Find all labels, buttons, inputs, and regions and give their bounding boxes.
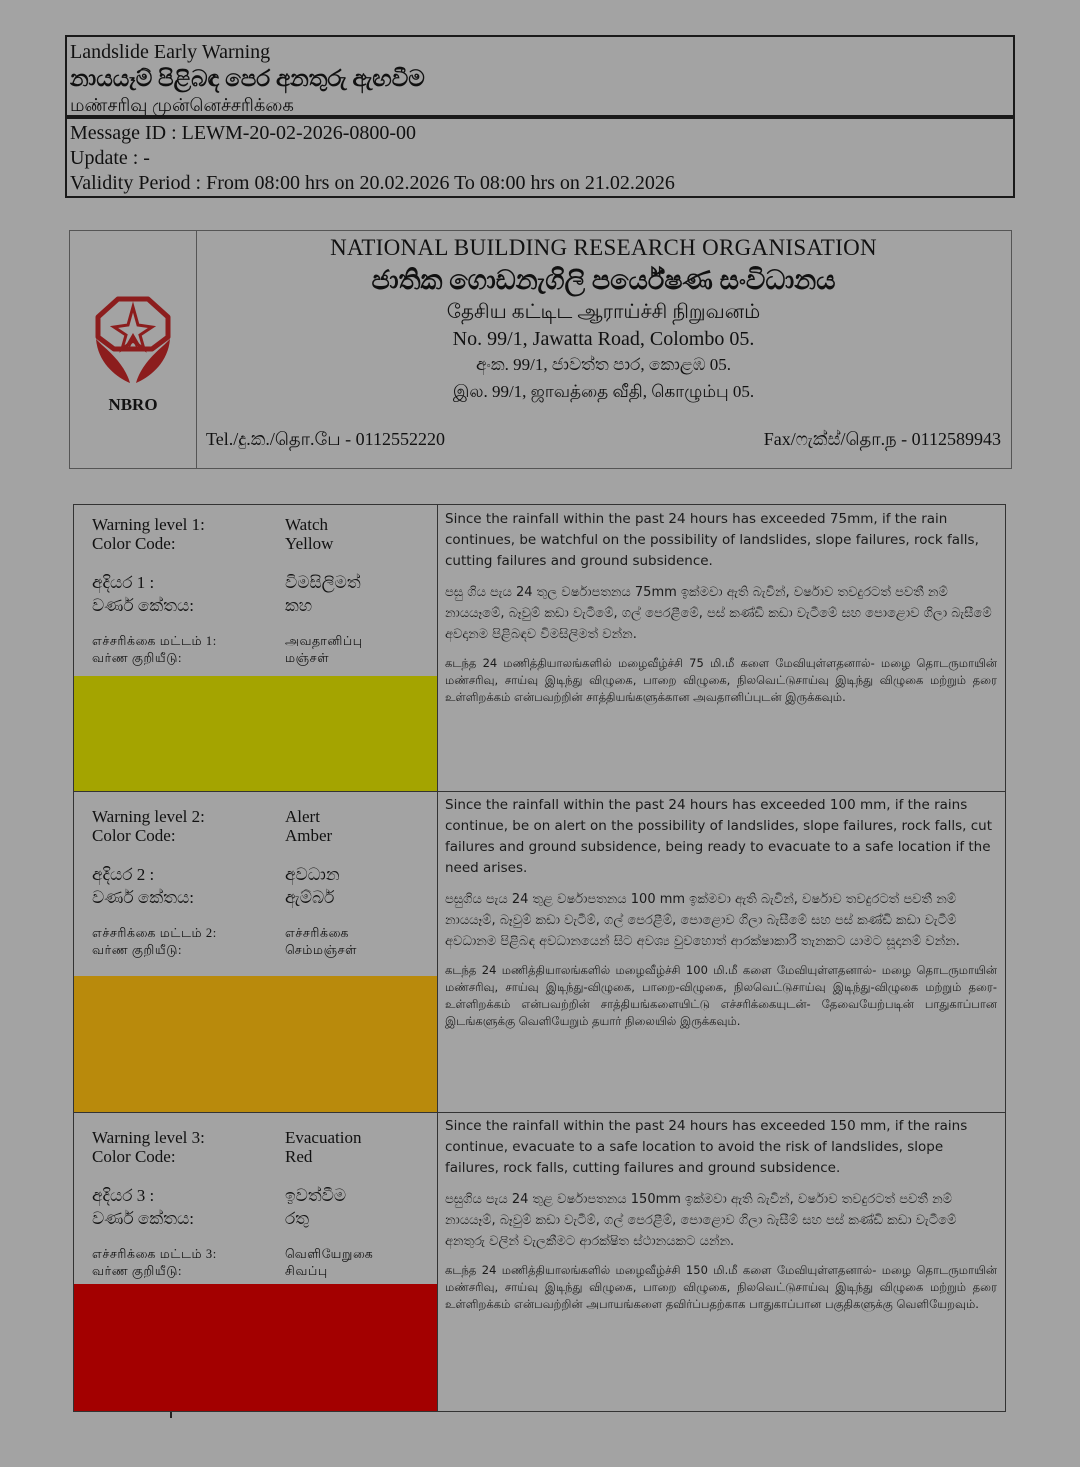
nbro-logo-icon xyxy=(90,293,176,385)
org-address-tamil: இல. 99/1, ஜாவத்தை வீதி, கொழும்பு 05. xyxy=(452,382,755,401)
color-name-sinhala: ඇම්බර් xyxy=(285,888,335,907)
org-address-sinhala: අංක. 99/1, ජාවත්ත පාර, කොළඹ 05. xyxy=(476,355,731,374)
message-info-box xyxy=(65,117,1015,198)
title-tamil: மண்சரிவு முன்னெச்சரிக்கை xyxy=(70,95,294,115)
level-label-sinhala: අදියර 1 : xyxy=(92,573,155,592)
warning-levels-table xyxy=(73,504,1006,1412)
level-label-sinhala: අදියර 3 : xyxy=(92,1186,155,1205)
org-fax: Fax/ෆැක්ස්/தொ.ந - 0112589943 xyxy=(763,429,1001,449)
level-name-sinhala: අවධාන xyxy=(285,865,340,884)
level-label-tamil: எச்சரிக்கை மட்டம் 3: xyxy=(92,1247,217,1261)
level-name-tamil: அவதானிப்பு xyxy=(285,634,363,648)
color-name-sinhala: කහ xyxy=(285,596,313,615)
org-telephone: Tel./දු.ක./தொ.பே - 0112552220 xyxy=(206,429,445,449)
description-english: Since the rainfall within the past 24 hours has exceeded 100 mm, if the rains continue, be on alert on the possibility of landslides, slope failures, rock falls, cut failures and ground subsidence, being ready to evacuate to a safe location if the need arises. xyxy=(445,797,993,876)
description-english: Since the rainfall within the past 24 hours has exceeded 150 mm, if the rains continue, evacuate to a safe location to avoid the risk of landslides, slope failures, rock falls, cutting failures and ground subsidence. xyxy=(445,1118,968,1176)
color-code-label-tamil: வர்ண குறியீடு: xyxy=(92,943,183,957)
color-name-sinhala: රතු xyxy=(285,1209,310,1228)
stray-mark xyxy=(170,1412,172,1418)
warning-level-description xyxy=(437,1112,1005,1411)
color-code-label: Color Code: xyxy=(92,826,176,845)
level-label-tamil: எச்சரிக்கை மட்டம் 1: xyxy=(92,634,217,648)
description-english: Since the rainfall within the past 24 hours has exceeded 75mm, if the rain continues, be watchful on the possibility of landslides, slope failures, rock falls, cutting failures and ground subsidence. xyxy=(445,511,979,569)
description-sinhala: පසු ගිය පැය 24 තුල වර්ෂාපතනය 75mm ඉක්මවා ඇති බැවින්, වර්ෂාව තවදුරටත් පවතී නම් නායයෑමේ, බෑවුම් කඩා වැටීමේ, ගල් පෙරළීමේ, පස් කණ්ඩි කඩා වැටීමේ සහ පොළොව ගිලා බැසීමේ අවදානම පිළිබඳව විමසිලිමත් වන්න. xyxy=(445,585,992,642)
message-id: Message ID : LEWM-20-02-2026-0800-00 xyxy=(70,122,417,144)
color-name-tamil: செம்மஞ்சள் xyxy=(285,943,357,957)
warning-level-row xyxy=(74,791,1005,1113)
warning-level-row xyxy=(74,1112,1005,1411)
org-abbreviation: NBRO xyxy=(108,395,158,414)
warning-level-labels xyxy=(74,791,438,1112)
org-name-english: NATIONAL BUILDING RESEARCH ORGANISATION xyxy=(330,235,877,260)
warning-level-description xyxy=(437,505,1005,791)
description-sinhala: පසුගිය පැය 24 තුළ වර්ෂාපතනය 150mm ඉක්මවා ඇති බැවින්, වර්ෂාව තවදුරටත් පවතී නම් නායයෑම්, බෑවුම් කඩා වැටීම්, ගල් පෙරළීම්, පොළොව ගිලා බැසීම් සහ පස් කණ්ඩි කඩා වැටීමේ අනතුරු වලින් වැලකීමට ආරක්ෂිත ස්ථානයකට යන්න. xyxy=(445,1192,957,1249)
color-code-label: Color Code: xyxy=(92,534,176,553)
level-label-sinhala: අදියර 2 : xyxy=(92,865,155,884)
description-tamil: கடந்த 24 மணித்தியாலங்களில் மழைவீழ்ச்சி 75 மி.மீ களை மேவியுள்ளதனால்- மழை தொடருமாயின் மண்சரிவு, சாய்வு இடிந்து விழுகை, பாறை விழுகை, நிலவெட்டுசாய்வு இடிந்து விழுகை மற்றும் தரை உள்ளிறக்கம் என்பவற்றின் சாத்தியங்களுக்கான அவதானிப்புடன் இருக்கவும். xyxy=(445,656,997,704)
color-code-label-sinhala: වර්ණ කේතය: xyxy=(92,888,194,907)
color-code-label-sinhala: වර්ණ කේතය: xyxy=(92,1209,194,1228)
color-name-tamil: சிவப்பு xyxy=(285,1264,328,1278)
description-tamil: கடந்த 24 மணித்தியாலங்களில் மழைவீழ்ச்சி 150 மி.மீ களை மேவியுள்ளதனால்- மழை தொடருமாயின் மண்சரிவு, சாய்வு இடிந்து விழுகை, பாறை விழுகை, நிலவெட்டுசாய்வு இடிந்து விழுகை மற்றும் தரை உள்ளிறக்கம் என்பவற்றின் அபாயங்களை தவிர்ப்பதற்காக பாதுகாப்பான பகுதிகளுக்கு வெளியேறவும். xyxy=(445,1263,997,1311)
color-code-label-tamil: வர்ண குறியீடு: xyxy=(92,651,183,665)
color-name: Red xyxy=(285,1147,313,1166)
color-name: Yellow xyxy=(285,534,334,553)
color-name-tamil: மஞ்சள் xyxy=(285,651,330,665)
level-label-tamil: எச்சரிக்கை மட்டம் 2: xyxy=(92,926,217,940)
warning-level-description xyxy=(437,791,1005,1112)
title-english: Landslide Early Warning xyxy=(70,41,271,63)
level-name-tamil: வெளியேறுகை xyxy=(285,1247,374,1261)
warning-level-row xyxy=(74,505,1005,792)
level-name: Watch xyxy=(285,515,328,534)
level-label: Warning level 3: xyxy=(92,1128,205,1147)
message-update: Update : - xyxy=(70,147,150,169)
level-name: Alert xyxy=(285,807,320,826)
org-name-sinhala: ජාතික ගොඩනැගිලි පර්යේෂණ සංවිධානය xyxy=(371,265,836,295)
level-name: Evacuation xyxy=(285,1128,362,1147)
message-validity: Validity Period : From 08:00 hrs on 20.02.2026 To 08:00 hrs on 21.02.2026 xyxy=(70,172,675,194)
color-name: Amber xyxy=(285,826,333,845)
org-address-english: No. 99/1, Jawatta Road, Colombo 05. xyxy=(452,328,755,350)
level-label: Warning level 1: xyxy=(92,515,205,534)
level-label: Warning level 2: xyxy=(92,807,205,826)
description-sinhala: පසුගිය පැය 24 තුළ වර්ෂාපතනය 100 mm ඉක්මවා ඇති බැවින්, වර්ෂාව තවදුරටත් පවතී නම් නායයෑම්, බෑවුම් කඩා වැටීම්, ගල් පෙරළීම්, පොළොව ගිලා බැසීමේ සහ පස් කණ්ඩි කඩා වැටීම් අවධානම පිළිබඳ අවධානයෙන් සිට අවශ්‍ය වුවහොත් ආරක්ෂාකාරී තැනකට යාමට සූදානම් වන්න. xyxy=(445,892,960,949)
description-tamil: கடந்த 24 மணித்தியாலங்களில் மழைவீழ்ச்சி 100 மி.மீ களை மேவியுள்ளதனால்- மழை தொடருமாயின் மண்சரிவு, சாய்வு இடிந்து-விழுகை, பாறை-விழுகை, நிலவெட்டுசாய்வு இடிந்து-விழுகை மற்றும் தரை-உள்ளிறக்கம் என்பவற்றின் சாத்தியங்களையிட்டு எச்சரிக்கையுடன்- தேவையேற்படின் பாதுகாப்பான இடங்களுக்கு வெளியேறும் தயார் நிலையில் இருக்கவும். xyxy=(445,963,997,1028)
color-swatch-yellow xyxy=(74,676,437,791)
warning-level-labels xyxy=(74,1112,438,1411)
color-code-label: Color Code: xyxy=(92,1147,176,1166)
logo-cell xyxy=(70,231,197,468)
warning-level-labels xyxy=(74,505,438,791)
level-name-sinhala: විමසිලිමත් xyxy=(285,573,361,592)
color-swatch-amber xyxy=(74,976,437,1112)
title-sinhala: නායයෑම් පිළිබඳ පෙර අනතුරු ඇඟවීම xyxy=(70,66,425,91)
color-code-label-sinhala: වර්ණ කේතය: xyxy=(92,596,194,615)
color-code-label-tamil: வர்ண குறியீடு: xyxy=(92,1264,183,1278)
bulletin-title-box xyxy=(65,35,1015,117)
color-swatch-red xyxy=(74,1284,437,1411)
org-name-tamil: தேசிய கட்டிட ஆராய்ச்சி நிறுவனம் xyxy=(446,301,761,323)
level-name-sinhala: ඉවත්වීම xyxy=(285,1186,347,1205)
level-name-tamil: எச்சரிக்கை xyxy=(285,926,350,940)
organisation-header xyxy=(69,230,1012,469)
